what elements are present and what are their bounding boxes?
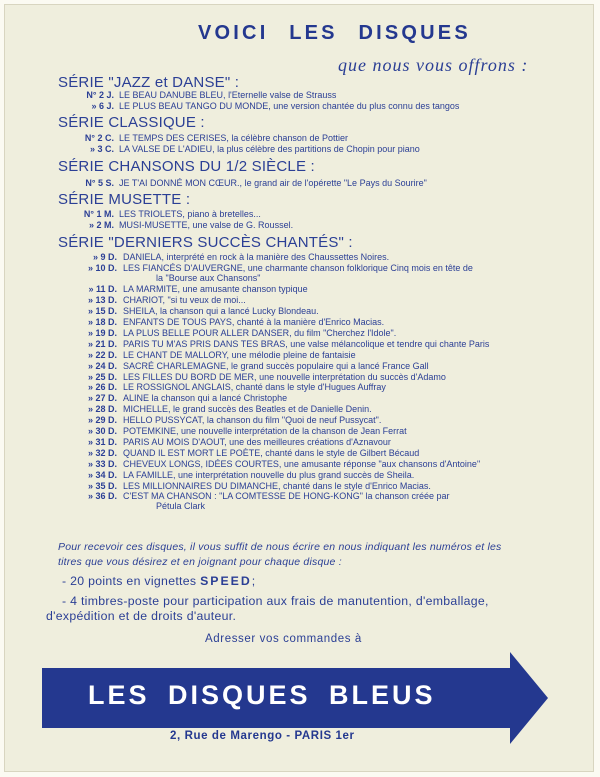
record-item [0, 350, 575, 360]
record-number: » 11 D. [88, 284, 117, 295]
record-description: la célèbre chanson de Pottier [231, 133, 348, 143]
record-text [123, 415, 575, 425]
record-item [0, 415, 575, 425]
record-item [0, 262, 575, 283]
series-heading: SÉRIE "JAZZ et DANSE" : [58, 74, 240, 91]
record-number: » 6 J. [91, 101, 114, 111]
record-description: la plus célèbre des partitions de Chopin pour piano [217, 144, 420, 154]
record-number: » 22 D. [87, 349, 117, 360]
record-description-continued: la "Bourse aux Chansons" [156, 272, 261, 283]
record-description: une nouvelle interprétation de la chanson de Jean Ferrat [181, 426, 407, 436]
record-title: CHEVEUX LONGS, IDÉES COURTES, [123, 458, 282, 469]
record-text [119, 209, 575, 219]
record-title: LA MARMITE, [123, 284, 181, 295]
record-text [123, 448, 575, 458]
record-description: le grand air de l'opérette "Le Pays du Sourire" [244, 178, 427, 188]
record-number: » 34 D. [87, 469, 117, 480]
record-description-continued: Pétula Clark [156, 501, 206, 512]
record-item [0, 90, 575, 100]
record-title: LE TEMPS DES CERISES, [119, 133, 229, 143]
record-number: » 2 M. [88, 220, 114, 230]
record-number: » 27 D. [87, 393, 117, 404]
record-title: LE PLUS BEAU TANGO DU MONDE, [119, 101, 271, 111]
record-number: » 10 D. [87, 262, 117, 273]
record-item [0, 382, 575, 392]
record-text [123, 350, 575, 360]
record-description: la chanson qui a lancé Lucky Blondeau. [160, 306, 319, 317]
record-text [119, 144, 575, 154]
record-text [123, 252, 575, 262]
record-title: PARIS AU MOIS D'AOUT, [123, 436, 227, 447]
record-title: ENFANTS DE TOUS PAYS, [123, 317, 235, 327]
record-text [123, 306, 575, 316]
record-description: une interprétation nouvelle du plus grand succès de Sheila. [178, 469, 415, 480]
record-description: "si tu veux de moi... [167, 295, 246, 306]
record-item [0, 209, 575, 219]
record-text [123, 426, 575, 436]
record-description: une amusante réponse "aux chansons d'Antoine" [283, 458, 481, 469]
record-description: une charmante chanson folklorique Cinq mois en tête de [247, 262, 473, 273]
record-text [123, 339, 575, 349]
record-description: l'Eternelle valse de Strauss [228, 90, 337, 100]
record-item [0, 491, 575, 512]
record-item [0, 284, 575, 294]
record-item [0, 178, 575, 188]
record-title: DANIELA, [123, 252, 165, 262]
record-number: » 35 D. [87, 480, 117, 491]
record-item [0, 426, 575, 436]
record-description: une version chantée du plus connu des tangos [273, 101, 460, 111]
record-title: LES FILLES DU BORD DE MER, [123, 371, 257, 382]
record-text [123, 459, 575, 469]
record-item [0, 361, 575, 371]
page-subtitle: que nous vous offrons : [338, 55, 529, 75]
record-text [123, 372, 575, 382]
page-title: VOICI LES DISQUES [198, 22, 471, 44]
record-description: du film "Cherchez l'Idole". [294, 327, 397, 338]
record-title: C'EST MA CHANSON : "LA COMTESSE DE HONG-KONG" [123, 491, 363, 502]
record-item [0, 220, 575, 230]
record-description: une amusante chanson typique [182, 284, 308, 295]
record-text [119, 133, 575, 143]
record-description: piano à bretelles... [187, 209, 261, 219]
record-item [0, 133, 575, 143]
speed-brand: SPEED [200, 574, 252, 588]
record-description: une mélodie pleine de fantaisie [231, 349, 356, 360]
record-text [123, 404, 575, 414]
record-title: LES TRIOLETS, [119, 209, 185, 219]
record-description: chanté dans le style de Gilbert Bécaud [265, 447, 420, 458]
record-text [123, 328, 575, 338]
record-text [123, 263, 575, 273]
record-text [123, 491, 575, 501]
series-heading: SÉRIE MUSETTE : [58, 191, 191, 208]
record-number: » 33 D. [87, 458, 117, 469]
record-number: N° 1 M. [83, 209, 114, 219]
record-number: » 26 D. [87, 382, 117, 393]
record-text [123, 481, 575, 491]
record-number: » 21 D. [87, 338, 117, 349]
record-description: le grand succès des Beatles et de Danielle Denin. [173, 404, 372, 415]
record-text [123, 393, 575, 403]
record-description: la chanson créée par [365, 491, 450, 502]
series-heading: SÉRIE CHANSONS DU 1/2 SIÈCLE : [58, 158, 315, 175]
record-text [123, 295, 575, 305]
record-description: la chanson du film "Quoi de neuf Pussycat". [206, 415, 382, 426]
record-item [0, 481, 575, 491]
record-title: LES MILLIONNAIRES DU DIMANCHE, [123, 480, 281, 491]
record-number: » 19 D. [87, 327, 117, 338]
record-item [0, 252, 575, 262]
record-number: » 28 D. [87, 404, 117, 415]
record-title: LES FIANCÉS D'AUVERGNE, [123, 262, 246, 273]
record-number: » 9 D. [92, 252, 117, 262]
record-number: » 31 D. [87, 436, 117, 447]
record-description: chanté à la manière d'Enrico Macias. [236, 317, 385, 327]
record-item [0, 372, 575, 382]
record-number: » 3 C. [89, 144, 114, 154]
record-description: une nouvelle interprétation du succès d'Adamo [259, 371, 446, 382]
record-item [0, 101, 575, 111]
record-item [0, 459, 575, 469]
company-address: 2, Rue de Marengo - PARIS 1er [170, 730, 355, 742]
record-title: MICHELLE, [123, 404, 171, 415]
record-text [123, 284, 575, 294]
company-name: LES DISQUES BLEUS [88, 680, 436, 710]
order-bullet-points [62, 574, 582, 588]
record-title: HELLO PUSSYCAT, [123, 415, 205, 426]
record-item [0, 317, 575, 327]
record-item [0, 470, 575, 480]
record-number: N° 5 S. [85, 178, 114, 188]
record-title: SACRÉ CHARLEMAGNE, [123, 360, 229, 371]
record-description: le grand succès populaire qui a lancé France Gall [231, 360, 429, 371]
record-number: » 18 D. [87, 317, 117, 327]
record-title: LE ROSSIGNOL ANGLAIS, [123, 382, 234, 393]
record-description: chanté dans le style d'Enrico Macias. [283, 480, 431, 491]
record-title: LA VALSE DE L'ADIEU, [119, 144, 215, 154]
record-description: une des meilleures créations d'Aznavour [229, 436, 391, 447]
record-number: » 24 D. [87, 360, 117, 371]
record-description: la chanson qui a lancé Christophe [151, 393, 288, 404]
record-number: N° 2 C. [84, 133, 114, 143]
record-text [123, 470, 575, 480]
record-text [123, 317, 575, 327]
record-item [0, 328, 575, 338]
series-heading: SÉRIE "DERNIERS SUCCÈS CHANTÉS" : [58, 234, 353, 251]
order-intro-line-1: Pour recevoir ces disques, il vous suffit de nous écrire en nous indiquant les numéros et les [58, 541, 502, 553]
record-number: » 30 D. [87, 426, 117, 436]
record-item [0, 144, 575, 154]
record-number: » 25 D. [87, 371, 117, 382]
record-item [0, 404, 575, 414]
record-description: une valse mélancolique et tendre qui chante Paris [290, 338, 490, 349]
record-title: SHEILA, [123, 306, 158, 317]
record-item [0, 295, 575, 305]
record-text [123, 437, 575, 447]
record-item [0, 448, 575, 458]
record-text [119, 178, 575, 188]
record-title: LE BEAU DANUBE BLEU, [119, 90, 226, 100]
record-description: chanté dans le style d'Hugues Auffray [235, 382, 386, 393]
record-text [123, 382, 575, 392]
record-item [0, 393, 575, 403]
record-title: LE CHANT DE MALLORY, [123, 349, 230, 360]
record-number: » 32 D. [87, 447, 117, 458]
record-item [0, 339, 575, 349]
record-number: » 29 D. [87, 415, 117, 426]
record-title: QUAND IL EST MORT LE POÈTE, [123, 447, 263, 458]
bullet-points-text: - 20 points en vignettes [62, 574, 197, 588]
record-title: MUSI-MUSETTE, [119, 220, 190, 230]
bullet-points-suffix: ; [251, 574, 256, 588]
record-item [0, 306, 575, 316]
record-number: » 15 D. [87, 306, 117, 317]
record-text [119, 220, 575, 230]
send-orders-to: Adresser vos commandes à [205, 633, 362, 645]
record-number: » 13 D. [87, 295, 117, 306]
record-title: LA PLUS BELLE POUR ALLER DANSER, [123, 327, 292, 338]
order-bullet-stamps-line-1: - 4 timbres-poste pour participation aux frais de manutention, d'emballage, [62, 594, 489, 608]
record-number: » 36 D. [87, 491, 117, 502]
series-heading: SÉRIE CLASSIQUE : [58, 114, 205, 131]
record-title: ALINE [123, 393, 150, 404]
record-description: interprété en rock à la manière des Chaussettes Noires. [166, 252, 390, 262]
record-item [0, 437, 575, 447]
order-intro-line-2: titres que vous désirez et en joignant pour chaque disque : [58, 556, 342, 568]
record-text [123, 361, 575, 371]
record-title: POTEMKINE, [123, 426, 179, 436]
order-bullet-stamps-line-2: d'expédition et de droits d'auteur. [46, 609, 237, 623]
record-title: PARIS TU M'AS PRIS DANS TES BRAS, [123, 338, 288, 349]
record-title: CHARIOT, [123, 295, 166, 306]
record-number: N° 2 J. [86, 90, 114, 100]
record-description: une valse de G. Roussel. [192, 220, 294, 230]
record-text [119, 101, 575, 111]
record-text [119, 90, 575, 100]
record-title: JE T'AI DONNÉ MON CŒUR., [119, 178, 243, 188]
record-title: LA FAMILLE, [123, 469, 176, 480]
